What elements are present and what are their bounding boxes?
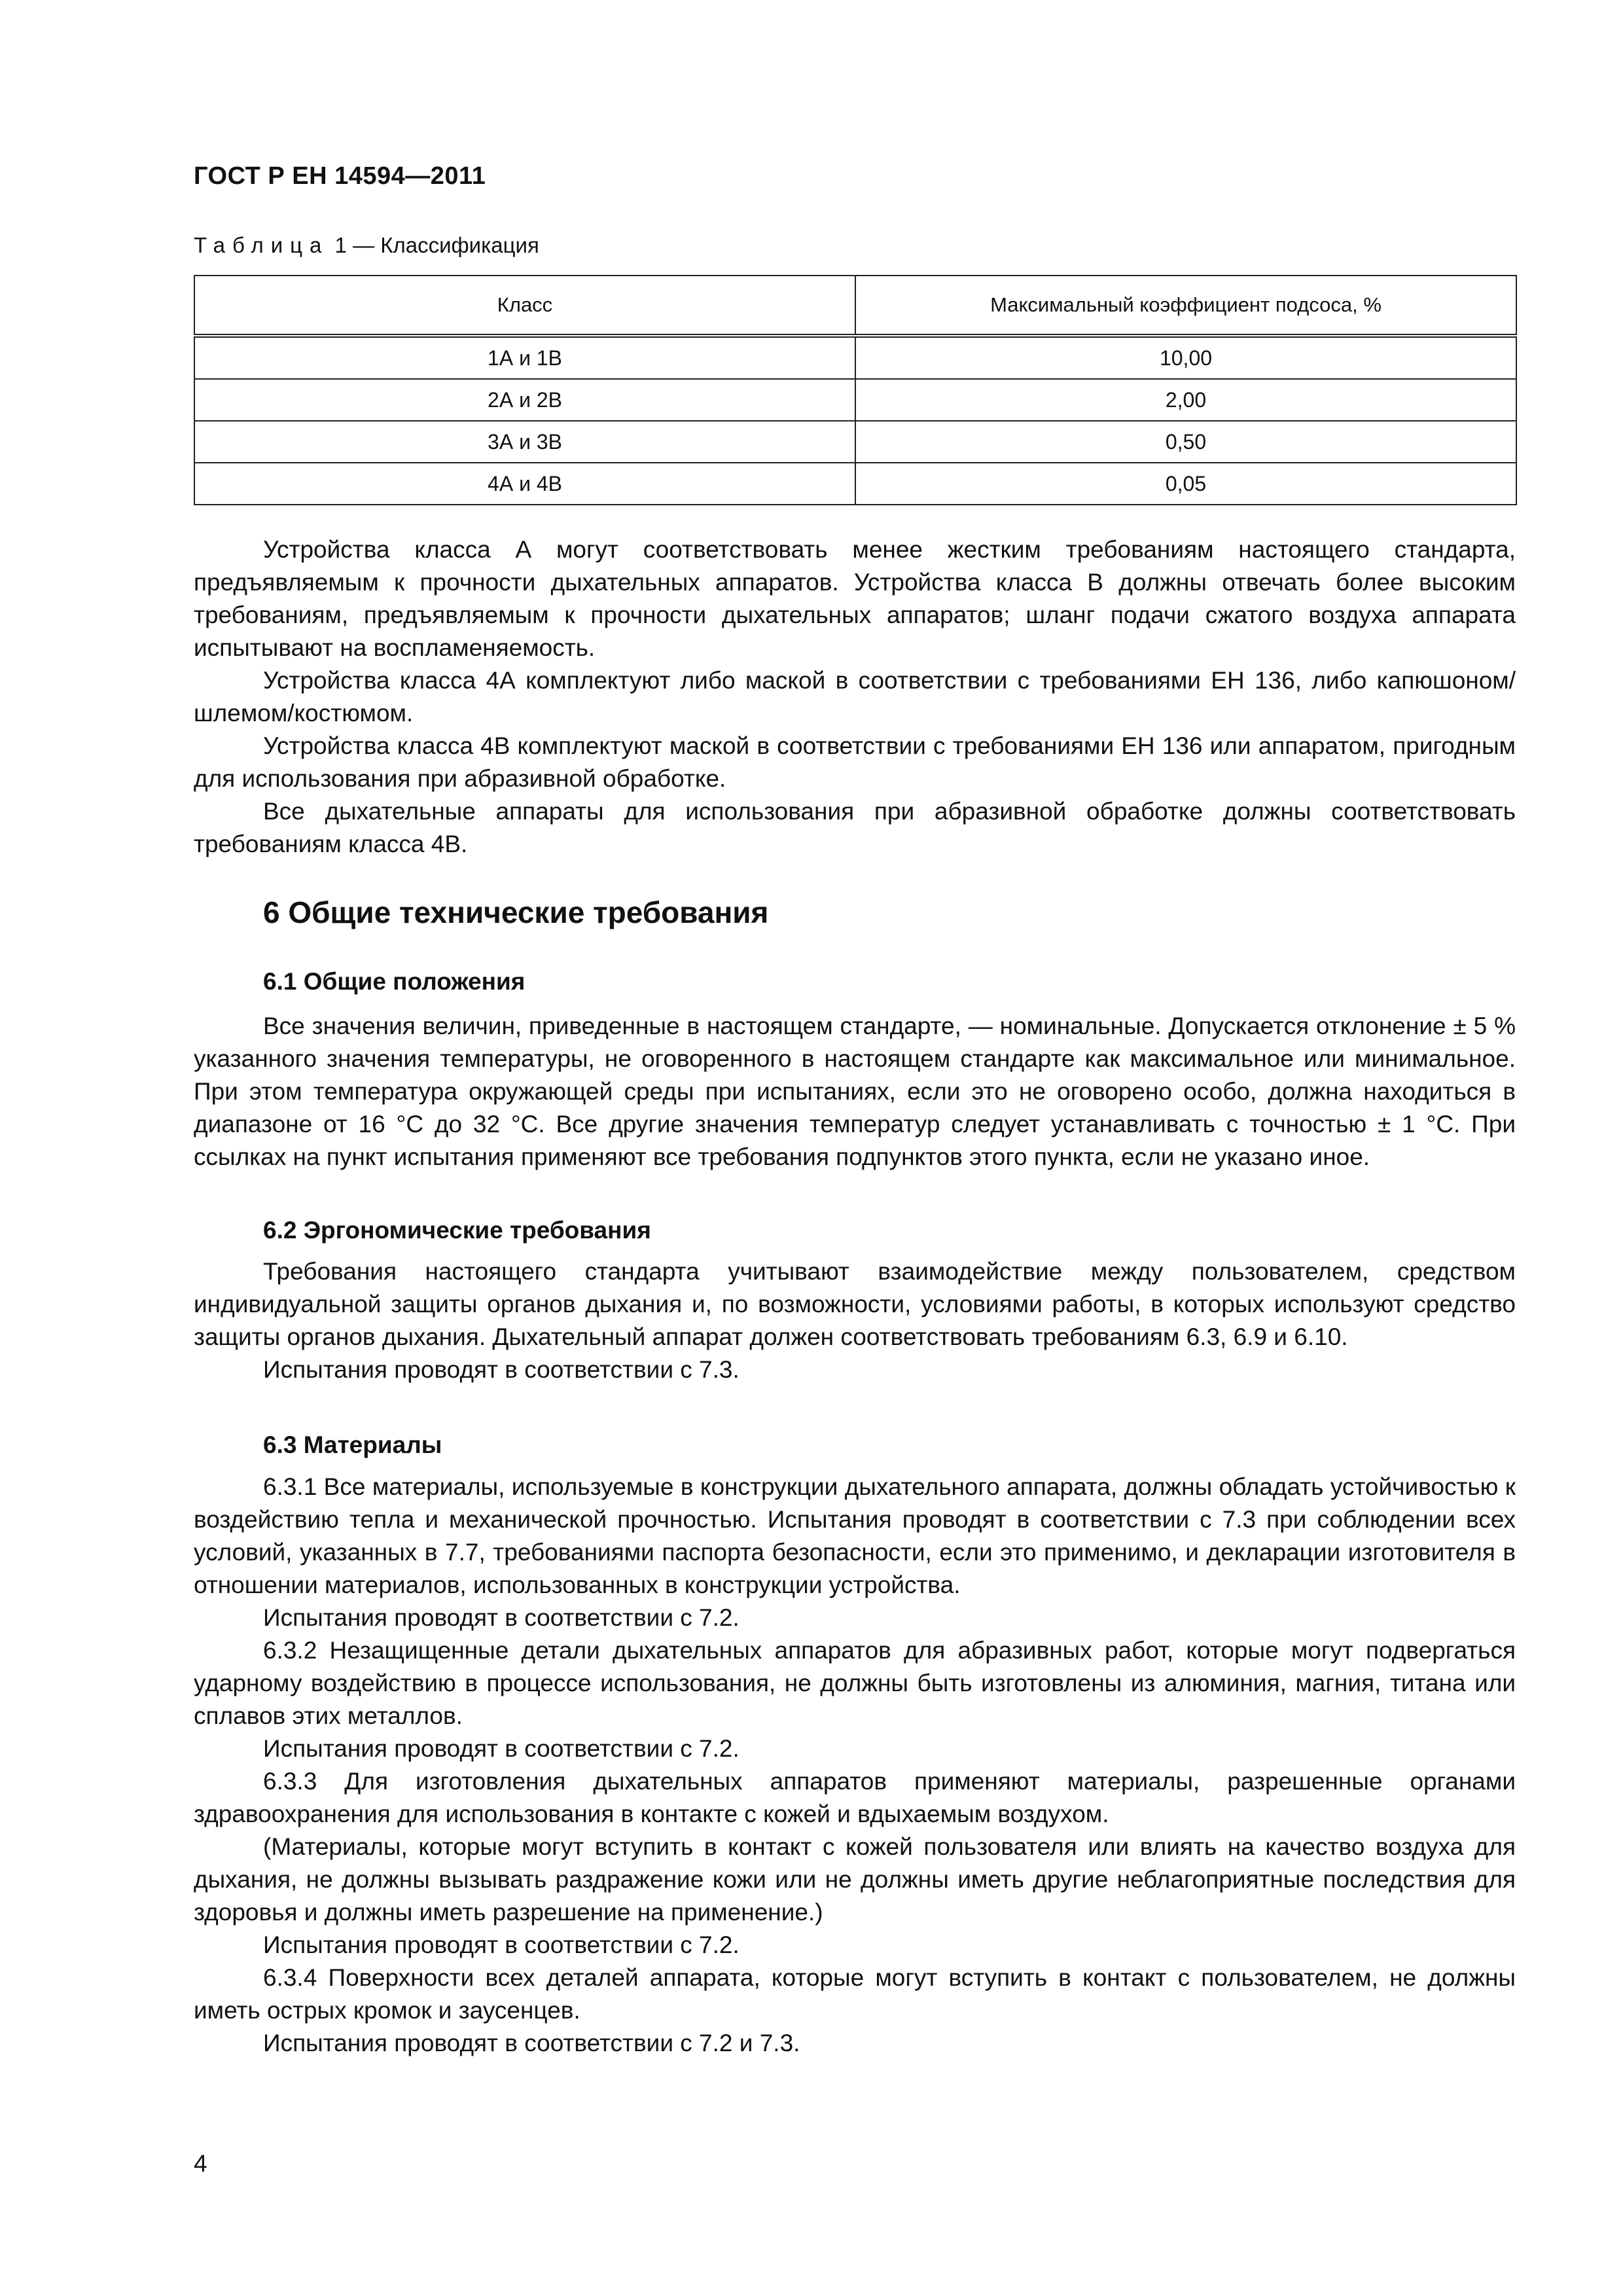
section-6-3-text xyxy=(194,1471,1516,2060)
paragraph: Все дыхательные аппараты для использования при абразивной обработке должны соответствовать требованиям класса 4В. xyxy=(194,798,1516,857)
paragraph: 6.3.1 Все материалы, используемые в конструкции дыхательного аппарата, должны обладать устойчивостью к воздействию тепла и механической прочностью. Испытания проводят в соответствии с 7.3 при соблюдении всех условий, указанных в 7.7, требованиями паспорта безопасности, если это применимо, и декларации изготовителя в отношении материалов, использованных в конструкции устройства. xyxy=(194,1473,1516,1598)
table-cell-coefficient: 10,00 xyxy=(855,336,1516,379)
section-6-1-heading: 6.1 Общие положения xyxy=(263,968,526,995)
document-header: ГОСТ Р ЕН 14594—2011 xyxy=(194,162,486,190)
class-description-text xyxy=(194,533,1516,861)
table-cell-coefficient: 0,50 xyxy=(855,421,1516,463)
paragraph: Устройства класса 4А комплектуют либо маской в соответствии с требованиями ЕН 136, либо капюшоном/шлемом/костюмом. xyxy=(194,667,1516,726)
section-6-3-heading: 6.3 Материалы xyxy=(263,1431,442,1458)
section-6-heading: 6 Общие технические требования xyxy=(263,895,769,929)
paragraph: Испытания проводят в соответствии с 7.2. xyxy=(263,1735,740,1762)
table-caption-word: Таблица xyxy=(194,233,329,257)
paragraph: Все значения величин, приведенные в настоящем стандарте, — номинальные. Допускается отклонение ± 5 % указанного значения температуры, не оговоренного в настоящем стандарте как максимальное или минимальное. При этом температура окружающей среды при испытаниях, если это не оговорено особо, должна находиться в диапазоне от 16 °С до 32 °С. Все другие значения температур следует устанавливать с точностью ± 1 °С. При ссылках на пункт испытания применяют все требования подпунктов этого пункта, если не указано иное. xyxy=(194,1013,1516,1170)
section-6-1-text xyxy=(194,1010,1516,1174)
paragraph: Устройства класса 4В комплектуют маской в соответствии с требованиями ЕН 136 или аппаратом, пригодным для использования при абразивной обработке. xyxy=(194,732,1516,792)
document-page xyxy=(194,0,1516,2296)
table-cell-class: 2А и 2В xyxy=(194,379,855,421)
paragraph: 6.3.3 Для изготовления дыхательных аппаратов применяют материалы, разрешенные органами здравоохранения для использования в контакте с кожей и вдыхаемым воздухом. xyxy=(194,1768,1516,1827)
table-cell-coefficient: 0,05 xyxy=(855,463,1516,505)
table-cell-class: 1А и 1В xyxy=(194,336,855,379)
paragraph: (Материалы, которые могут вступить в контакт с кожей пользователя или влиять на качество воздуха для дыхания, не должны вызывать раздражение кожи или не должны иметь другие неблагоприятные последствия для здоровья и должны иметь разрешение на применение.) xyxy=(194,1833,1516,1926)
paragraph: Испытания проводят в соответствии с 7.2. xyxy=(263,1931,740,1958)
table-row xyxy=(194,379,1516,421)
table-header-row xyxy=(194,276,1516,336)
paragraph: 6.3.4 Поверхности всех деталей аппарата, которые могут вступить в контакт с пользователем, не должны иметь острых кромок и заусенцев. xyxy=(194,1964,1516,2024)
table-row xyxy=(194,463,1516,505)
paragraph: Испытания проводят в соответствии с 7.2. xyxy=(263,1604,740,1631)
paragraph: Требования настоящего стандарта учитывают взаимодействие между пользователем, средством индивидуальной защиты органов дыхания и, по возможности, условиями работы, в которых используют средство защиты органов дыхания. Дыхательный аппарат должен соответствовать требованиям 6.3, 6.9 и 6.10. xyxy=(194,1258,1516,1350)
section-6-2-heading: 6.2 Эргономические требования xyxy=(263,1217,651,1244)
table-header-class: Класс xyxy=(194,276,855,336)
table-caption-title: 1 — Классификация xyxy=(329,233,539,257)
paragraph: Устройства класса А могут соответствовать менее жестким требованиям настоящего стандарта, предъявляемым к прочности дыхательных аппаратов. Устройства класса В должны отвечать более высоким требованиям, предъявляемым к прочности дыхательных аппаратов; шланг подачи сжатого воздуха аппарата испытывают на воспламеняемость. xyxy=(194,536,1516,661)
section-6-2-text xyxy=(194,1255,1516,1386)
table-row xyxy=(194,421,1516,463)
table-cell-class: 4А и 4В xyxy=(194,463,855,505)
table-caption xyxy=(194,233,539,258)
paragraph: Испытания проводят в соответствии с 7.2 и 7.3. xyxy=(263,2030,800,2056)
paragraph: Испытания проводят в соответствии с 7.3. xyxy=(263,1356,740,1383)
classification-table xyxy=(194,275,1517,505)
table-header-coefficient: Максимальный коэффициент подсоса, % xyxy=(855,276,1516,336)
paragraph: 6.3.2 Незащищенные детали дыхательных аппаратов для абразивных работ, которые могут подвергаться ударному воздействию в процессе использования, не должны быть изготовлены из алюминия, магния, титана или сплавов этих металлов. xyxy=(194,1637,1516,1729)
table-row xyxy=(194,336,1516,379)
table-cell-coefficient: 2,00 xyxy=(855,379,1516,421)
table-cell-class: 3А и 3В xyxy=(194,421,855,463)
page-number: 4 xyxy=(194,2150,207,2177)
